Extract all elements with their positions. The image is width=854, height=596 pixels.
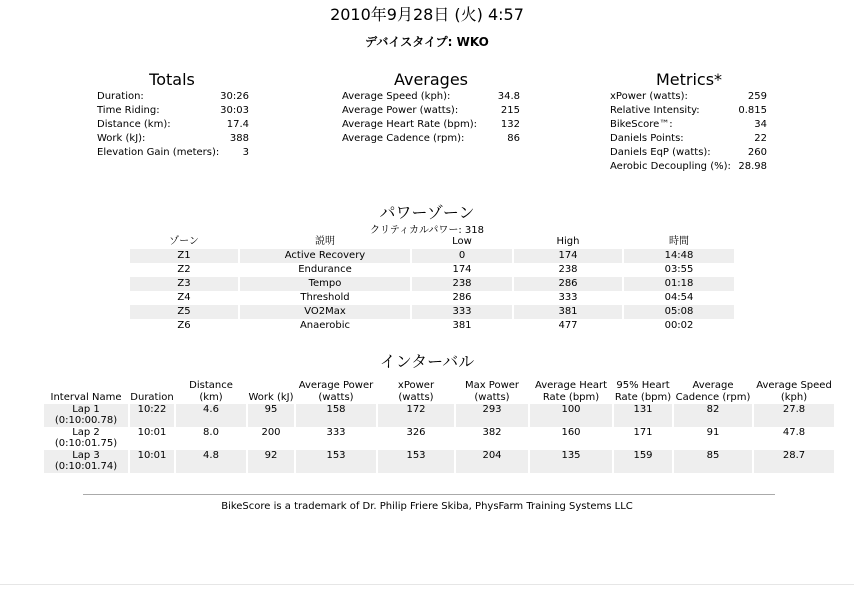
interval-column-header (674, 380, 752, 404)
interval-cell: 158 (296, 404, 376, 427)
metrics-value: 259 (747, 91, 767, 102)
averages-value: 215 (500, 105, 520, 116)
interval-name-cell (44, 404, 128, 427)
zone-cell: 286 (452, 292, 472, 303)
interval-header-line: Average Speed (756, 380, 832, 391)
zone-column-header: 時間 (669, 236, 689, 247)
interval-header-line: Rate (bpm) (614, 392, 672, 403)
totals-row (97, 146, 249, 160)
averages-label: Average Cadence (rpm): (342, 133, 465, 144)
interval-name: Lap 1 (72, 404, 100, 415)
interval-header-line: Average Heart (534, 380, 608, 391)
interval-row (44, 404, 834, 427)
averages-value: 132 (500, 119, 520, 130)
interval-header-line: Interval Name (50, 392, 122, 403)
interval-header-line: Average (692, 380, 734, 391)
interval-cell: 293 (456, 404, 528, 427)
zone-row (130, 291, 734, 305)
interval-cell: 95 (248, 404, 294, 427)
metrics-row (610, 104, 767, 118)
totals-row (97, 118, 249, 132)
interval-column-header (248, 380, 294, 404)
interval-cell: 171 (633, 427, 653, 438)
interval-cell: 91 (706, 427, 720, 438)
zone-cell: Tempo (240, 277, 410, 291)
intervals-table-wrap (42, 380, 836, 473)
interval-column-header (130, 380, 174, 404)
interval-cell: 10:22 (130, 404, 174, 427)
interval-name-cell (44, 427, 128, 450)
interval-header-line: (watts) (318, 392, 354, 403)
interval-header-line: (kph) (780, 392, 808, 403)
totals-value: 388 (229, 133, 249, 144)
interval-exact-duration: (0:10:01.74) (54, 461, 118, 472)
zone-cell: 01:18 (624, 277, 734, 291)
interval-cell: 200 (261, 427, 281, 438)
metrics-heading: Metrics* (655, 70, 723, 89)
zone-cell: Z4 (177, 292, 191, 303)
zone-row (130, 263, 734, 277)
averages-heading: Averages (393, 70, 469, 89)
power-zones-heading: パワーゾーン (379, 203, 475, 222)
metrics-row (610, 160, 767, 174)
metrics-label: Daniels Points: (610, 133, 684, 144)
zone-column-header: 説明 (315, 236, 335, 247)
zone-row (130, 249, 734, 263)
interval-cell: 85 (674, 450, 752, 473)
critical-power: クリティカルパワー: 318 (370, 225, 484, 236)
interval-cell: 153 (296, 450, 376, 473)
averages-value: 34.8 (497, 91, 520, 102)
totals-value: 17.4 (226, 119, 249, 130)
zone-cell: Anaerobic (299, 320, 351, 331)
zone-cell: Z1 (130, 249, 238, 263)
interval-header-line: (watts) (474, 392, 510, 403)
totals-heading: Totals (149, 70, 195, 89)
zone-cell: 333 (412, 305, 512, 319)
totals-row (97, 104, 249, 118)
metrics-row (610, 146, 767, 160)
averages-label: Average Power (watts): (342, 105, 459, 116)
interval-cell: 153 (378, 450, 454, 473)
ride-title: 2010年9月28日 (火) 4:57 (330, 5, 524, 24)
zone-column-header: High (556, 236, 580, 247)
interval-row (44, 450, 834, 473)
power-zones-table (128, 235, 736, 333)
zone-row (130, 277, 734, 291)
intervals-heading: インターバル (379, 352, 475, 371)
interval-cell: 47.8 (782, 427, 806, 438)
interval-cell: 160 (561, 427, 581, 438)
interval-cell: 159 (614, 450, 672, 473)
averages-row (342, 132, 520, 146)
averages-list (342, 90, 520, 146)
zone-cell: 05:08 (624, 305, 734, 319)
interval-row (44, 427, 834, 450)
zone-cell: 286 (514, 277, 622, 291)
interval-exact-duration: (0:10:00.78) (54, 415, 118, 426)
interval-cell: 8.0 (203, 427, 219, 438)
zone-cell: Z6 (177, 320, 191, 331)
metrics-row (610, 118, 767, 132)
averages-row (342, 90, 520, 104)
totals-label: Distance (km): (97, 119, 171, 130)
interval-cell: 92 (248, 450, 294, 473)
bottom-border (0, 584, 854, 585)
interval-header-line: Rate (bpm) (542, 392, 600, 403)
interval-column-header (296, 380, 376, 404)
interval-column-header (378, 380, 454, 404)
metrics-row (610, 90, 767, 104)
power-zones-table-wrap (128, 235, 736, 333)
totals-label: Duration: (97, 91, 144, 102)
metrics-label: Relative Intensity: (610, 105, 700, 116)
interval-cell: 333 (326, 427, 346, 438)
zone-cell: 04:54 (664, 292, 694, 303)
interval-cell: 135 (530, 450, 612, 473)
metrics-list (610, 90, 767, 174)
zone-cell: Endurance (298, 264, 352, 275)
interval-name-cell (44, 450, 128, 473)
averages-row (342, 118, 520, 132)
interval-cell: 4.6 (176, 404, 246, 427)
metrics-label: Daniels EqP (watts): (610, 147, 711, 158)
zone-cell: 03:55 (664, 264, 694, 275)
zone-cell: Threshold (300, 292, 350, 303)
interval-header-line: xPower (397, 380, 435, 391)
interval-header-line: Max Power (464, 380, 520, 391)
metrics-label: xPower (watts): (610, 91, 688, 102)
totals-label: Work (kJ): (97, 133, 146, 144)
zone-cell: 00:02 (664, 320, 694, 331)
averages-label: Average Heart Rate (bpm): (342, 119, 477, 130)
interval-name: Lap 2 (72, 427, 100, 438)
interval-column-header (530, 380, 612, 404)
device-type: デバイスタイプ: WKO (365, 35, 489, 49)
interval-cell: 204 (456, 450, 528, 473)
zone-cell: 0 (412, 249, 512, 263)
zone-cell: Z5 (130, 305, 238, 319)
interval-cell: 82 (674, 404, 752, 427)
interval-column-header (456, 380, 528, 404)
metrics-value: 0.815 (738, 105, 767, 116)
metrics-value: 260 (747, 147, 767, 158)
averages-row (342, 104, 520, 118)
interval-cell: 172 (378, 404, 454, 427)
zone-cell: 238 (412, 277, 512, 291)
metrics-value: 34 (754, 119, 767, 130)
averages-label: Average Speed (kph): (342, 91, 451, 102)
zone-cell: 333 (558, 292, 578, 303)
zone-cell: Active Recovery (240, 249, 410, 263)
zone-cell: VO2Max (240, 305, 410, 319)
interval-name: Lap 3 (72, 450, 100, 461)
trademark-notice: BikeScore is a trademark of Dr. Philip Friere Skiba, PhysFarm Training Systems LLC (221, 501, 633, 512)
interval-cell: 382 (482, 427, 502, 438)
averages-value: 86 (507, 133, 520, 144)
interval-cell: 4.8 (176, 450, 246, 473)
intervals-table (42, 380, 836, 473)
metrics-label: Aerobic Decoupling (%): (610, 161, 731, 172)
interval-cell: 100 (530, 404, 612, 427)
interval-cell: 131 (614, 404, 672, 427)
totals-row (97, 90, 249, 104)
totals-label: Time Riding: (97, 105, 160, 116)
interval-exact-duration: (0:10:01.75) (54, 438, 118, 449)
interval-cell: 28.7 (754, 450, 834, 473)
zone-column-header: ゾーン (169, 236, 199, 247)
interval-column-header (754, 380, 834, 404)
zone-cell: 477 (558, 320, 578, 331)
interval-header-line: Distance (km) (189, 380, 233, 403)
zone-cell: 14:48 (624, 249, 734, 263)
interval-header-line: (watts) (398, 392, 434, 403)
interval-cell: 10:01 (130, 450, 174, 473)
zone-column-header: Low (452, 236, 472, 247)
interval-cell: 10:01 (137, 427, 167, 438)
interval-column-header (176, 380, 246, 404)
interval-cell: 27.8 (754, 404, 834, 427)
totals-value: 30:03 (220, 105, 249, 116)
interval-cell: 326 (406, 427, 426, 438)
interval-column-header (614, 380, 672, 404)
interval-header-line: Cadence (rpm) (675, 392, 751, 403)
interval-header-line: Duration (130, 392, 174, 403)
metrics-value: 22 (754, 133, 767, 144)
zone-row (130, 305, 734, 319)
totals-value: 30:26 (220, 91, 249, 102)
footer-divider (83, 494, 775, 495)
metrics-label: BikeScore™: (610, 119, 673, 130)
metrics-value: 28.98 (738, 161, 767, 172)
metrics-row (610, 132, 767, 146)
totals-value: 3 (242, 147, 249, 158)
zone-cell: 381 (452, 320, 472, 331)
zone-cell: 174 (452, 264, 472, 275)
zone-cell: 174 (514, 249, 622, 263)
zone-row (130, 319, 734, 333)
totals-list (97, 90, 249, 160)
zone-cell: 381 (514, 305, 622, 319)
zone-cell: 238 (558, 264, 578, 275)
interval-column-header (44, 380, 128, 404)
totals-label: Elevation Gain (meters): (97, 147, 220, 158)
interval-header-line: Work (kJ) (248, 392, 294, 403)
zone-cell: Z2 (177, 264, 191, 275)
totals-row (97, 132, 249, 146)
interval-header-line: Average Power (298, 380, 374, 391)
interval-header-line: 95% Heart (616, 380, 670, 391)
zone-cell: Z3 (130, 277, 238, 291)
